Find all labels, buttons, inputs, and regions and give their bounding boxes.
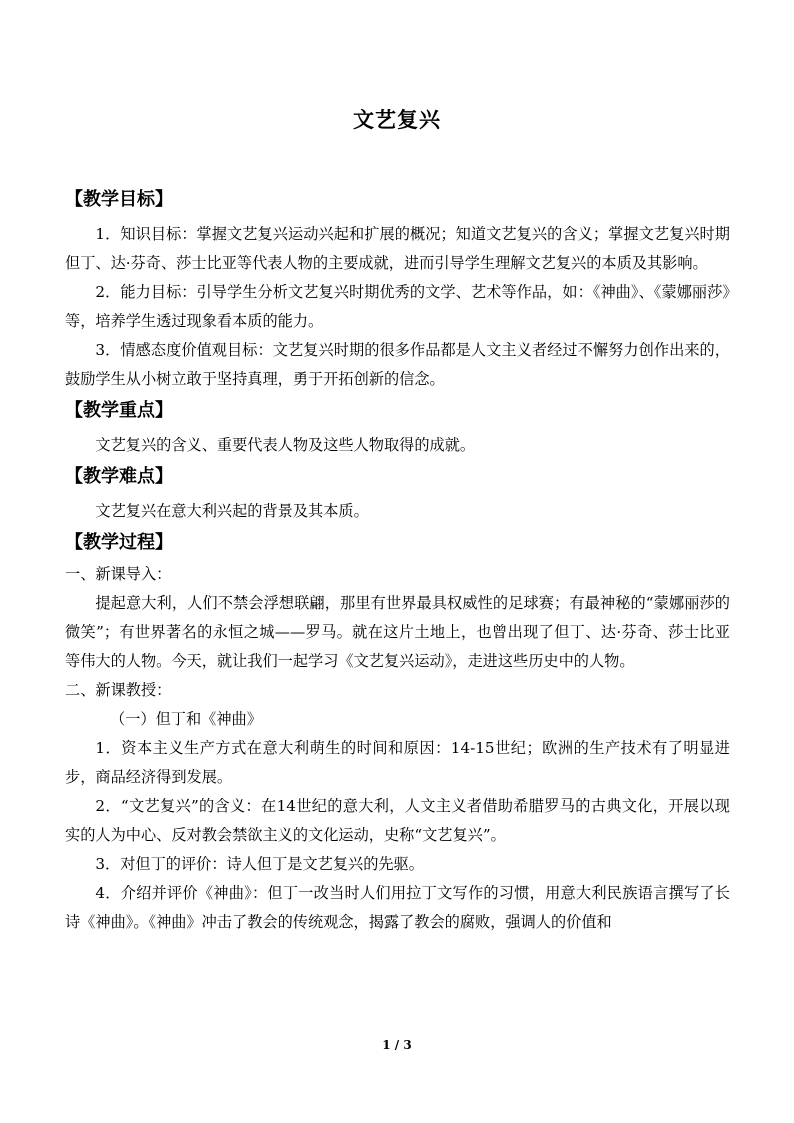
process-item: 2．“文艺复兴”的含义：在14世纪的意大利，人文主义者借助希腊罗马的古典文化，开展以现实的人为中心、反对教会禁欲主义的文化运动，史称“文艺复兴”。 bbox=[65, 797, 730, 844]
teach-label: 二、新课教授： bbox=[65, 681, 172, 699]
key-points-text: 文艺复兴的含义、重要代表人物及这些人物取得的成就。 bbox=[95, 436, 476, 454]
objective-item: 1．知识目标：掌握文艺复兴运动兴起和扩展的概况；知道文艺复兴的含义；掌握文艺复兴时期但丁、达·芬奇、莎士比亚等代表人物的主要成就，进而引导学生理解文艺复兴的本质及其影响。 bbox=[65, 225, 730, 272]
process-item: 4．介绍并评价《神曲》：但丁一改当时人们用拉丁文写作的习惯，用意大利民族语言撰写了长诗《神曲》。《神曲》冲击了教会的传统观念，揭露了教会的腐败，强调人的价值和 bbox=[65, 884, 730, 931]
page-number: 1 / 3 bbox=[382, 1038, 412, 1052]
intro-label: 一、新课导入： bbox=[65, 565, 172, 583]
objective-item: 3．情感态度价值观目标：文艺复兴时期的很多作品都是人文主义者经过不懈努力创作出来的，鼓励学生从小树立敢于坚持真理，勇于开拓创新的信念。 bbox=[65, 341, 730, 388]
page-title: 文艺复兴 bbox=[353, 107, 441, 132]
sub-section-label: （一）但丁和《神曲》 bbox=[110, 710, 262, 728]
document-body bbox=[65, 183, 730, 937]
process-item: 3．对但丁的评价：诗人但丁是文艺复兴的先驱。 bbox=[95, 855, 424, 873]
process-item: 1．资本主义生产方式在意大利萌生的时间和原因：14-15世纪；欧洲的生产技术有了明显进步，商品经济得到发展。 bbox=[65, 739, 730, 786]
objectives-heading: 【教学目标】 bbox=[65, 189, 173, 210]
key-points-heading: 【教学重点】 bbox=[65, 400, 173, 421]
difficulties-text: 文艺复兴在意大利兴起的背景及其本质。 bbox=[95, 502, 369, 520]
intro-text: 提起意大利，人们不禁会浮想联翩，那里有世界最具权威性的足球赛；有最神秘的“蒙娜丽莎的微笑”；有世界著名的永恒之城——罗马。就在这片土地上，也曾出现了但丁、达·芬奇、莎士比亚等伟大的人物。今天，就让我们一起学习《文艺复兴运动》，走进这些历史中的人物。 bbox=[65, 594, 730, 670]
objective-item: 2．能力目标：引导学生分析文艺复兴时期优秀的文学、艺术等作品，如：《神曲》、《蒙娜丽莎》等，培养学生透过现象看本质的能力。 bbox=[65, 283, 730, 330]
process-heading: 【教学过程】 bbox=[65, 532, 173, 553]
difficulties-heading: 【教学难点】 bbox=[65, 466, 173, 487]
